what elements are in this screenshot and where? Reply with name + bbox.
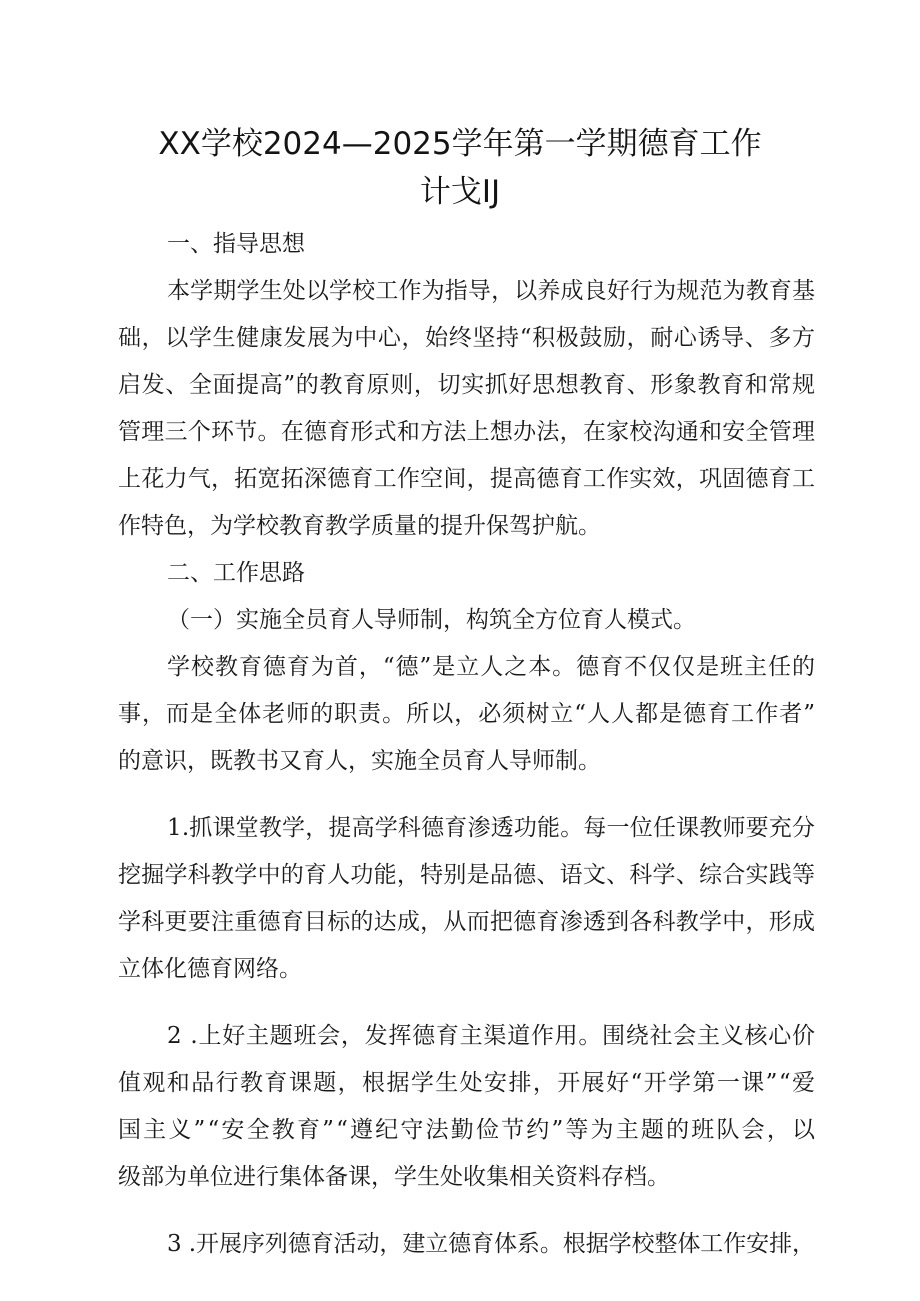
paragraph-line: 础，以学生健康发展为中心，始终坚持“积极鼓励，耐心诱导、多方 <box>118 325 816 351</box>
paragraph-line: 级部为单位进行集体备课，学生处收集相关资料存档。 <box>118 1164 670 1190</box>
section-heading-guiding-ideology: 一、指导思想 <box>167 231 305 257</box>
document-title-line-1: XX学校2024—2025学年第一学期德育工作 <box>158 126 762 162</box>
paragraph-line: 学科更要注重德育目标的达成，从而把德育渗透到各科教学中，形成 <box>118 909 816 935</box>
paragraph-line: 1.抓课堂教学，提高学科德育渗透功能。每一位任课教师要充分 <box>167 815 816 841</box>
paragraph-line: 值观和品行教育课题，根据学生处安排，开展好“开学第一课”“爱 <box>118 1070 817 1096</box>
paragraph-line: 3 .开展序列德育活动，建立德育体系。根据学校整体工作安排， <box>167 1231 815 1257</box>
document-title-line-2: 计戈IJ <box>419 174 501 210</box>
paragraph-line: 的意识，既教书又育人，实施全员育人导师制。 <box>118 748 601 774</box>
paragraph-line: 2 .上好主题班会，发挥德育主渠道作用。围绕社会主义核心价 <box>167 1023 816 1049</box>
section-heading-work-approach: 二、工作思路 <box>167 560 305 586</box>
paragraph-line: 本学期学生处以学校工作为指导，以养成良好行为规范为教育基 <box>167 278 816 304</box>
paragraph-line: 学校教育德育为首，“德”是立人之本。德育不仅仅是班主任的 <box>167 654 816 680</box>
paragraph-line: 事，而是全体老师的职责。所以，必须树立“人人都是德育工作者” <box>118 701 817 727</box>
paragraph-line: 作特色，为学校教育教学质量的提升保驾护航。 <box>118 513 601 539</box>
paragraph-line: 挖掘学科教学中的育人功能，特别是品德、语文、科学、综合实践等 <box>118 862 816 888</box>
paragraph-line: 管理三个环节。在德育形式和方法上想办法，在家校沟通和安全管理 <box>118 419 816 445</box>
paragraph-line: 启发、全面提高”的教育原则，切实抓好思想教育、形象教育和常规 <box>118 372 816 398</box>
subsection-heading-1: （一）实施全员育人导师制，构筑全方位育人模式。 <box>167 607 696 633</box>
paragraph-line: 立体化德育网络。 <box>118 956 302 982</box>
paragraph-line: 国主义”“安全教育”“遵纪守法勤俭节约”等为主题的班队会，以 <box>118 1117 818 1143</box>
paragraph-line: 上花力气，拓宽拓深德育工作空间，提高德育工作实效，巩固德育工 <box>118 466 816 492</box>
